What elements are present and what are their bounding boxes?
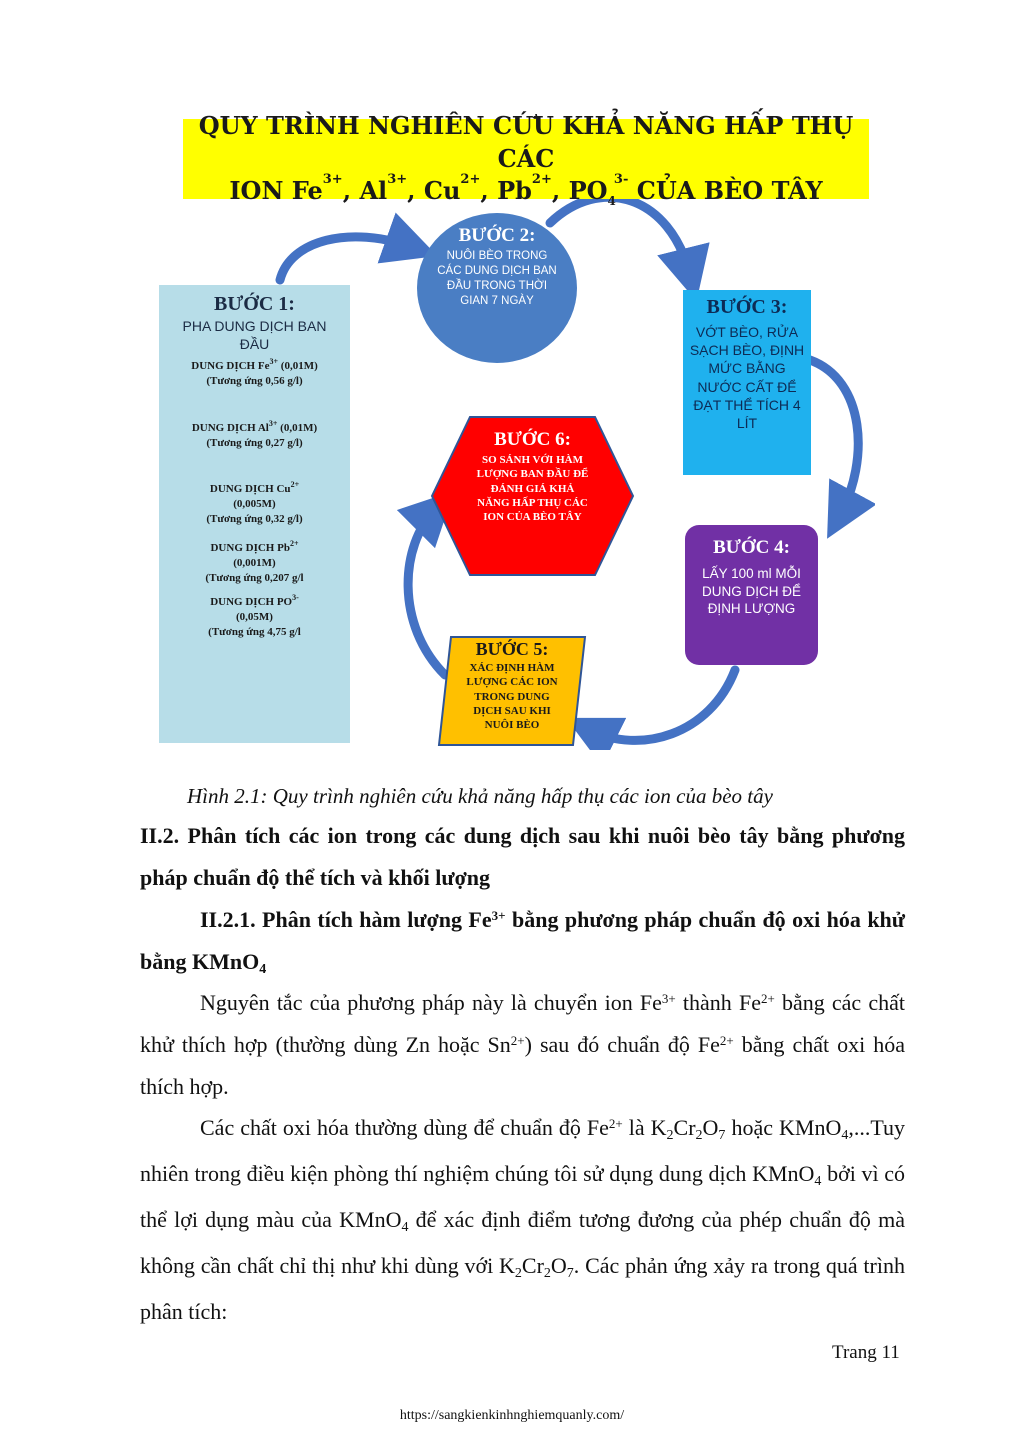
step-1-box [159,285,350,743]
step-2-circle [417,213,577,363]
step-3-text: VỚT BÈO, RỬA SẠCH BÈO, ĐỊNH MỨC BẰNG NƯỚC CẤT ĐỂ ĐẠT THỂ TÍCH 4 LÍT [689,324,805,431]
step-6-text: SO SÁNH VỚI HÀM LƯỢNG BAN ĐẦU ĐỂ ĐÁNH GIÁ KHẢ NĂNG HẤP THỤ CÁC ION CỦA BÈO TÂY [476,454,589,524]
process-figure [150,111,875,750]
paragraph-2: Các chất oxi hóa thường dùng để chuẩn độ $Fe^{2+}$ là $K_2Cr_2O_7$ hoặc KMnO$_4$,...Tuy nhiên trong điều kiện phòng thí nghiệm chúng tôi sử dụng dung dịch KMnO$_4$ bởi vì có thể lợi dụng màu của KMnO$_4$ để xác định điểm tương đương của phép chuẩn độ mà không cần chất chỉ thị như khi dùng với $K_2Cr_2O_7$. Các phản ứng xảy ra trong quá trình phân tích: [140,1115,906,1324]
paragraph-1: Nguyên tắc của phương pháp này là chuyển ion $Fe^{3+}$ thành $Fe^{2+}$ bằng các chất khử thích hợp (thường dùng Zn hoặc $Sn^{2+}$) sau đó chuẩn độ $Fe^{2+}$ bằng chất oxi hóa thích hợp. [140,990,905,1099]
figure-title-line1: QUY TRÌNH NGHIÊN CỨU KHẢ NĂNG HẤP THỤ CÁC [198,111,854,173]
step-1-text: PHA DUNG DỊCH BAN ĐẦU [182,318,327,352]
step-6-heading: BƯỚC 6: [494,429,571,450]
figure-title-line2: ION $Fe^{3+}$, $Al^{3+}$, $Cu^{2+}$, $Pb^{2+}$, $PO_4^{3-}$ CỦA BÈO TÂY [229,172,823,209]
step-3-heading: BƯỚC 3: [706,296,788,318]
step-5-heading: BƯỚC 5: [475,639,549,659]
section-heading: II.2. Phân tích các ion trong các dung dịch sau khi nuôi bèo tây bằng phương pháp chuẩn độ thể tích và khối lượng [140,823,905,890]
figure-title [183,111,869,209]
step-2-heading: BƯỚC 2: [458,225,536,246]
solution-fe: DUNG DỊCH $Fe^{3+}$ (0,01M) (Tương ứng 0,56 g/l) [191,357,318,387]
arrow-4-to-5 [590,670,735,740]
solution-pb: DUNG DỊCH $Pb^{2+}$ (0,001M) (Tương ứng 0,207 g/l [205,538,304,584]
subsection-heading: II.2.1. Phân tích hàm lượng $Fe^{3+}$ bằng phương pháp chuẩn độ oxi hóa khử bằng KMnO$_4$ [140,907,905,977]
footer-url[interactable]: https://sangkienkinhnghiemquanly.com/ [399,1408,625,1423]
figure-caption: Hình 2.1: Quy trình nghiên cứu khả năng hấp thụ các ion của bèo tây [187,784,773,808]
step-6-hexagon [430,415,635,577]
step-5-text: XÁC ĐỊNH HÀM LƯỢNG CÁC ION TRONG DUNG DỊCH SAU KHI NUÔI BÈO [466,662,558,732]
step-3-box [683,290,811,475]
arrow-3-to-4 [810,360,858,515]
step-4-heading: BƯỚC 4: [713,537,790,558]
step-5-parallelogram [437,635,587,747]
step-1-heading: BƯỚC 1: [214,293,295,315]
step-2-text: NUÔI BÈO TRONG CÁC DUNG DỊCH BAN ĐẦU TRONG THỜI GIAN 7 NGÀY [437,250,557,307]
solution-al: DUNG DỊCH $Al^{3+}$ (0,01M) (Tương ứng 0,27 g/l) [191,418,318,449]
solution-po4: DUNG DỊCH $PO^{3-}$ (0,05M) (Tương ứng 4,75 g/l [208,593,301,639]
arrow-1-to-2 [280,237,412,280]
step-4-box [685,525,818,665]
solution-cu: DUNG DỊCH $Cu^{2+}$ (0,005M) (Tương ứng 0,32 g/l) [206,480,303,526]
step-4-text: LẤY 100 ml MỖI DUNG DỊCH ĐỂ ĐỊNH LƯỢNG [701,566,801,617]
page-number: Trang 11 [832,1342,900,1363]
